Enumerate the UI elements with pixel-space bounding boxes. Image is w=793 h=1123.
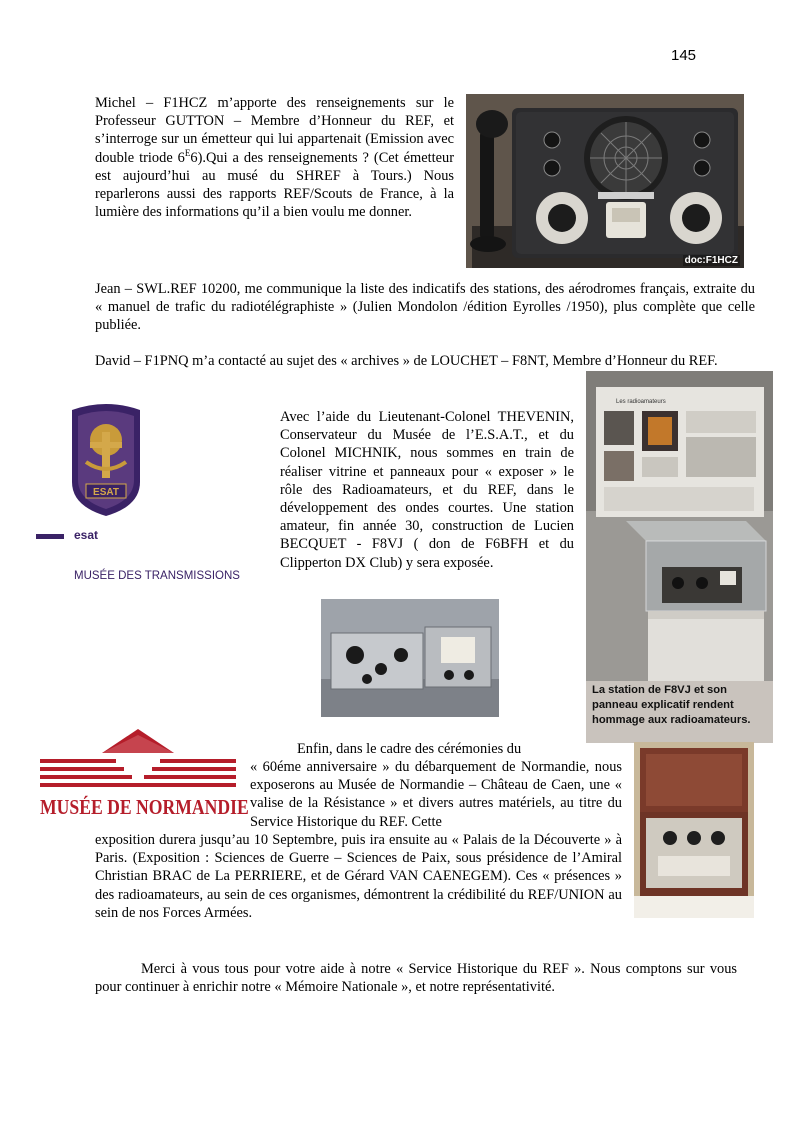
radio-transmitter-illustration	[466, 94, 744, 268]
vitrine-photo	[586, 371, 773, 743]
vitrine-caption: La station de F8VJ et son panneau explicatif rendent hommage aux radioamateurs.	[586, 681, 773, 743]
musee-normandie-logo	[40, 727, 249, 827]
paragraph-enfin-part2: « 60éme anniversaire » du débarquement de Normandie, nous exposerons au Musée de Normandie – Château de Caen, une « valise de la Résistance » et divers autres matériels, au titre du Service Historique du REF. Cette	[250, 759, 622, 830]
esat-bar	[36, 534, 64, 539]
paragraph-merci	[95, 960, 737, 996]
paragraph-michel-superscript: E	[184, 147, 191, 158]
valise-resistance-photo	[634, 742, 754, 918]
paragraph-michel-text-2: 6).Qui a des renseignements ? (Cet émetteur est aujourd’hui au musé du SHREF à Tours.) Nous reparlerons aussi des rapports REF/Scouts de France, à la lumière des informations qu’il a bien voulu me donner.	[95, 149, 455, 221]
paragraph-merci-text: Merci à vous tous pour votre aide à notre « Service Historique du REF ». Nous comptons sur vous pour continuer à enrichir notre « Mémoire Nationale », et notre représentativité.	[95, 961, 737, 996]
paragraph-michel-text-1: Michel – F1HCZ m’apporte des renseignements sur le Professeur GUTTON – Membre d’Honneur du REF, et s’interroge sur un émetteur qui lui appartenait (Emission avec double triode 6	[95, 95, 454, 166]
musee-normandie-label: MUSÉE DE NORMANDIE	[40, 795, 249, 819]
paragraph-david: David – F1PNQ m’a contacté au sujet des « archives » de LOUCHET – F8NT, Membre d’Honneur du REF.	[95, 353, 718, 369]
radio-photo-credit: doc:F1HCZ	[684, 255, 738, 266]
esat-label: esat	[74, 528, 99, 542]
paragraph-enfin-line1: Enfin, dans le cadre des cérémonies du	[297, 741, 522, 757]
page-number: 145	[671, 47, 697, 64]
paragraph-michel	[95, 94, 454, 221]
radio-transmitter-photo	[466, 94, 744, 268]
valise-illustration	[634, 742, 754, 918]
esat-badge-icon	[66, 402, 146, 518]
musee-normandie-roof-icon	[40, 727, 236, 793]
esat-badge-text: ESAT	[93, 487, 119, 498]
vitrine-panel-title: Les radioamateurs	[616, 399, 666, 405]
paragraph-jean: Jean – SWL.REF 10200, me communique la liste des indicatifs des stations, des aérodromes français, extraite du « manuel de trafic du radiotélégraphiste » (Julien Mondolon /édition Eyrolles /1950), plus complète que celle publiée.	[95, 281, 755, 334]
f8vj-station-photo	[321, 599, 499, 717]
esat-museum-label: MUSÉE DES TRANSMISSIONS	[74, 570, 240, 582]
paragraph-enfin-part3: exposition durera jusqu’au 10 Septembre, puis ira ensuite au « Palais de la Découverte » à Paris. (Exposition : Sciences de Guerre – Sciences de Paix, sous présidence de l’Amiral Christian BRAC de La PERRIERE, et de Gérard VAN CAENEGEM). Ces « présences » des radioamateurs, au sein de ces organismes, démontrent la crédibilité du REF/UNION au sein de nos Forces Armées.	[95, 832, 622, 921]
paragraph-avec: Avec l’aide du Lieutenant-Colonel THEVENIN, Conservateur du Musée de l’E.S.A.T., et du Colonel MICHNIK, nous sommes en train de réaliser vitrine et panneaux pour « exposer » le rôle des Radioamateurs, et du REF, dans le développement des ondes courtes. Une station amateur, fin année 30, construction de Lucien BECQUET - F8VJ ( don de F6BFH et du Clipperton DX Club) y sera exposée.	[280, 409, 574, 571]
f8vj-station-illustration	[321, 599, 499, 717]
esat-logo	[32, 402, 252, 592]
